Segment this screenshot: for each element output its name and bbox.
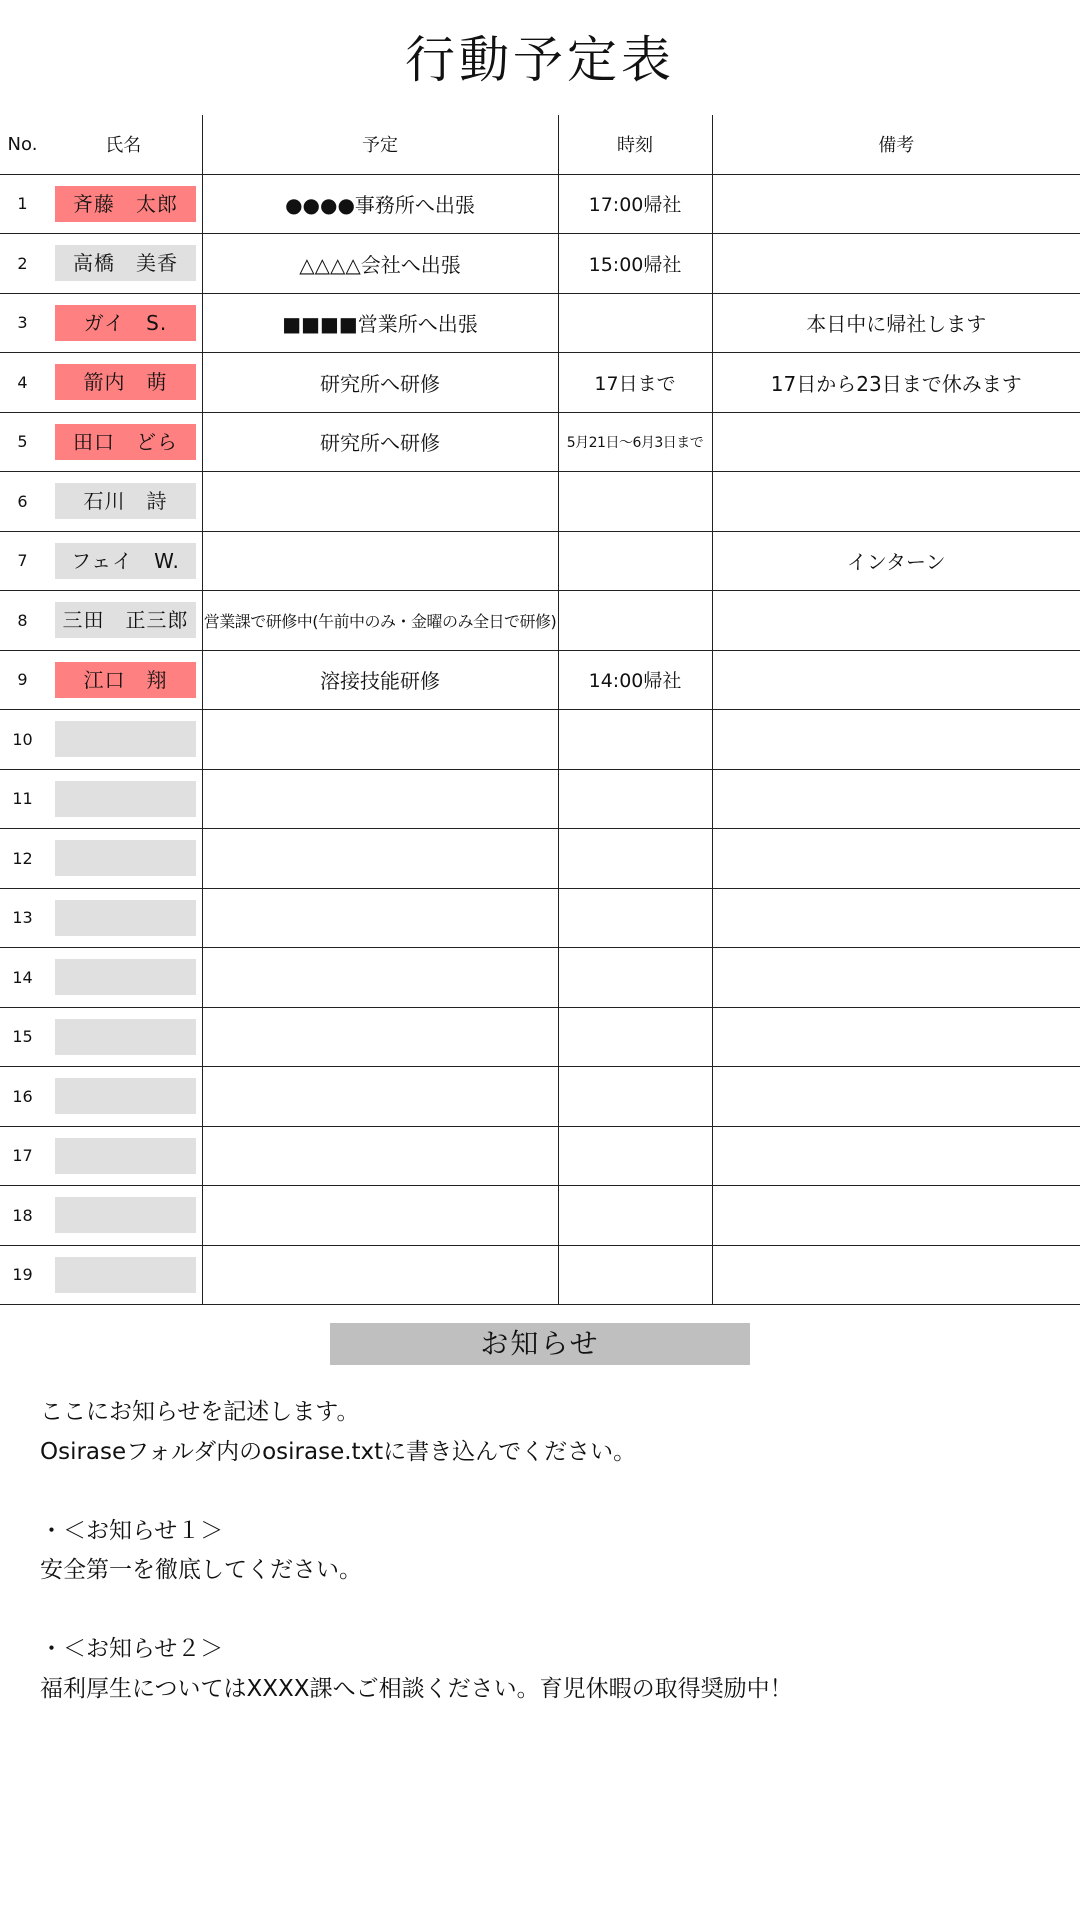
plan-cell: 研究所へ研修	[202, 353, 558, 413]
time-cell	[558, 1245, 712, 1305]
plan-cell: 研究所へ研修	[202, 412, 558, 472]
notice-line: Osiraseフォルダ内のosirase.txtに書き込んでください。	[40, 1438, 637, 1465]
table-row	[0, 293, 1080, 353]
status-name-badge[interactable]	[55, 1019, 196, 1055]
row-number: 11	[0, 769, 45, 829]
header-note: 備考	[712, 115, 1080, 174]
status-name-badge[interactable]: 田口 どら	[55, 424, 196, 460]
note-cell	[712, 1245, 1080, 1305]
status-name-badge[interactable]: 三田 正三郎	[55, 602, 196, 638]
status-name-badge[interactable]	[55, 1197, 196, 1233]
status-name-badge[interactable]: 江口 翔	[55, 662, 196, 698]
note-cell	[712, 591, 1080, 651]
time-cell: 15:00帰社	[558, 234, 712, 294]
time-cell	[558, 948, 712, 1008]
plan-cell: ■■■■営業所へ出張	[202, 293, 558, 353]
row-number: 17	[0, 1126, 45, 1186]
name-cell	[45, 948, 202, 1008]
name-cell	[45, 412, 202, 472]
table-row	[0, 1007, 1080, 1067]
plan-cell	[202, 829, 558, 889]
table-row	[0, 234, 1080, 294]
time-cell	[558, 472, 712, 532]
table-row	[0, 472, 1080, 532]
notice-header: お知らせ	[330, 1323, 750, 1365]
name-cell	[45, 710, 202, 770]
note-cell	[712, 710, 1080, 770]
name-cell	[45, 591, 202, 651]
time-cell	[558, 710, 712, 770]
time-cell	[558, 591, 712, 651]
note-cell: インターン	[712, 531, 1080, 591]
status-name-badge[interactable]: 高橋 美香	[55, 245, 196, 281]
table-row	[0, 650, 1080, 710]
table-row	[0, 1245, 1080, 1305]
status-name-badge[interactable]	[55, 1138, 196, 1174]
name-cell	[45, 1067, 202, 1127]
name-cell	[45, 769, 202, 829]
row-number: 4	[0, 353, 45, 413]
name-cell	[45, 829, 202, 889]
note-cell: 17日から23日まで休みます	[712, 353, 1080, 413]
header-plan: 予定	[202, 115, 558, 174]
header-no: No.	[0, 115, 45, 174]
time-cell	[558, 1186, 712, 1246]
time-cell: 17日まで	[558, 353, 712, 413]
note-cell	[712, 1067, 1080, 1127]
status-name-badge[interactable]: 石川 詩	[55, 483, 196, 519]
status-name-badge[interactable]	[55, 959, 196, 995]
table-row	[0, 412, 1080, 472]
table-row	[0, 1126, 1080, 1186]
table-row	[0, 829, 1080, 889]
table-row	[0, 888, 1080, 948]
name-cell	[45, 888, 202, 948]
notice-line: ・＜お知らせ１＞	[40, 1517, 224, 1544]
row-number: 5	[0, 412, 45, 472]
status-name-badge[interactable]: 斉藤 太郎	[55, 186, 196, 222]
status-name-badge[interactable]	[55, 721, 196, 757]
row-number: 2	[0, 234, 45, 294]
note-cell	[712, 1186, 1080, 1246]
plan-cell	[202, 1067, 558, 1127]
row-number: 3	[0, 293, 45, 353]
name-cell	[45, 234, 202, 294]
plan-cell: ●●●●事務所へ出張	[202, 174, 558, 234]
name-cell	[45, 1186, 202, 1246]
plan-cell	[202, 1186, 558, 1246]
plan-cell	[202, 769, 558, 829]
status-name-badge[interactable]	[55, 781, 196, 817]
table-row	[0, 591, 1080, 651]
row-number: 6	[0, 472, 45, 532]
plan-cell	[202, 531, 558, 591]
time-cell	[558, 888, 712, 948]
plan-cell	[202, 1245, 558, 1305]
row-number: 9	[0, 650, 45, 710]
name-cell	[45, 531, 202, 591]
row-number: 10	[0, 710, 45, 770]
status-name-badge[interactable]: フェイ W.	[55, 543, 196, 579]
status-name-badge[interactable]	[55, 840, 196, 876]
plan-cell	[202, 1007, 558, 1067]
status-name-badge[interactable]: ガイ S.	[55, 305, 196, 341]
schedule-body	[0, 174, 1080, 1305]
row-number: 15	[0, 1007, 45, 1067]
note-cell	[712, 1126, 1080, 1186]
notice-body	[40, 1393, 1040, 1709]
table-row	[0, 1067, 1080, 1127]
row-number: 19	[0, 1245, 45, 1305]
status-name-badge[interactable]	[55, 1257, 196, 1293]
name-cell	[45, 472, 202, 532]
page-title: 行動予定表	[405, 31, 675, 89]
note-cell	[712, 769, 1080, 829]
name-cell	[45, 293, 202, 353]
notice-line	[40, 1472, 1040, 1512]
status-name-badge[interactable]	[55, 900, 196, 936]
row-number: 18	[0, 1186, 45, 1246]
schedule-table	[0, 115, 1080, 1305]
note-cell	[712, 948, 1080, 1008]
header-name: 氏名	[45, 115, 202, 174]
name-cell	[45, 353, 202, 413]
time-cell	[558, 1067, 712, 1127]
time-cell	[558, 829, 712, 889]
plan-cell	[202, 710, 558, 770]
name-cell	[45, 650, 202, 710]
note-cell: 本日中に帰社します	[712, 293, 1080, 353]
row-number: 13	[0, 888, 45, 948]
plan-cell: 営業課で研修中(午前中のみ・金曜のみ全日で研修)	[202, 591, 558, 651]
table-row	[0, 353, 1080, 413]
plan-cell: △△△△会社へ出張	[202, 234, 558, 294]
time-cell	[558, 1126, 712, 1186]
row-number: 7	[0, 531, 45, 591]
plan-cell	[202, 472, 558, 532]
row-number: 14	[0, 948, 45, 1008]
time-cell: 5月21日～6月3日まで	[558, 412, 712, 472]
table-row	[0, 531, 1080, 591]
table-row	[0, 1186, 1080, 1246]
time-cell: 17:00帰社	[558, 174, 712, 234]
row-number: 8	[0, 591, 45, 651]
status-name-badge[interactable]: 箭内 萌	[55, 364, 196, 400]
note-cell	[712, 412, 1080, 472]
name-cell	[45, 1245, 202, 1305]
time-cell	[558, 769, 712, 829]
row-number: 1	[0, 174, 45, 234]
plan-cell	[202, 1126, 558, 1186]
name-cell	[45, 1126, 202, 1186]
note-cell	[712, 829, 1080, 889]
time-cell	[558, 1007, 712, 1067]
header-time: 時刻	[558, 115, 712, 174]
plan-cell	[202, 948, 558, 1008]
note-cell	[712, 1007, 1080, 1067]
name-cell	[45, 1007, 202, 1067]
table-header-row	[0, 115, 1080, 174]
notice-line: 安全第一を徹底してください。	[40, 1557, 362, 1583]
plan-cell: 溶接技能研修	[202, 650, 558, 710]
notice-line: 福利厚生についてはXXXX課へご相談ください。育児休暇の取得奨励中！	[40, 1675, 793, 1702]
note-cell	[712, 234, 1080, 294]
table-row	[0, 174, 1080, 234]
table-row	[0, 710, 1080, 770]
time-cell	[558, 293, 712, 353]
row-number: 16	[0, 1067, 45, 1127]
note-cell	[712, 888, 1080, 948]
note-cell	[712, 472, 1080, 532]
table-row	[0, 948, 1080, 1008]
plan-cell	[202, 888, 558, 948]
notice-line: ・＜お知らせ２＞	[40, 1636, 224, 1662]
note-cell	[712, 174, 1080, 234]
row-number: 12	[0, 829, 45, 889]
time-cell	[558, 531, 712, 591]
notice-line: ここにお知らせを記述します。	[40, 1399, 360, 1425]
time-cell: 14:00帰社	[558, 650, 712, 710]
table-row	[0, 769, 1080, 829]
name-cell	[45, 174, 202, 234]
notice-line	[40, 1591, 1040, 1631]
status-name-badge[interactable]	[55, 1078, 196, 1114]
note-cell	[712, 650, 1080, 710]
